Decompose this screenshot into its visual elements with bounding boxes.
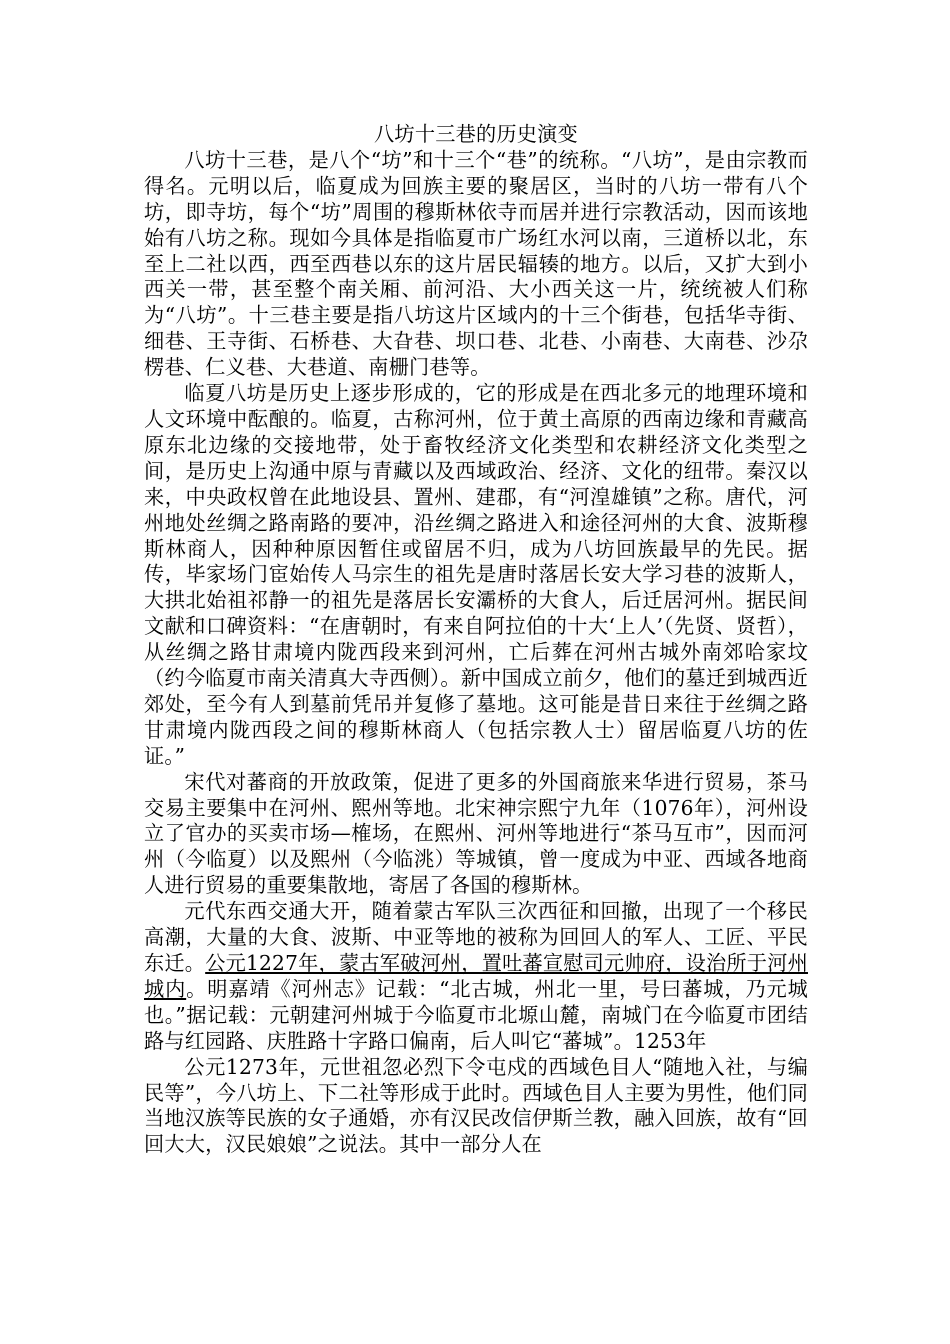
paragraph-2: 临夏八坊是历史上逐步形成的，它的形成是在西北多元的地理环境和人文环境中酝酿的。临夏，古称河州，位于黄土高原的西南边缘和青藏高原东北边缘的交接地带，处于畜牧经济文化类型和农耕经济文化类型之间，是历史上沟通中原与青藏以及西域政治、经济、文化的纽带。秦汉以来，中央政权曾在此地设县、置州、建郡，有“河湟雄镇”之称。唐代，河州地处丝绸之路南路的要冲，沿丝绸之路进入和途径河州的大食、波斯穆斯林商人，因种种原因暂住或留居不归，成为八坊回族最早的先民。据传，毕家场门宦始传人马宗生的祖先是唐时落居长安大学习巷的波斯人，大拱北始祖祁静一的祖先是落居长安灞桥的大食人，后迁居河州。据民间文献和口碑资料：“在唐朝时，有来自阿拉伯的十大‘上人’（先贤、贤哲），从丝绸之路甘肃境内陇西段来到河州，亡后葬在河州古城外南郊哈家坟（约今临夏市南关清真大寺西侧）。新中国成立前夕，他们的墓迁到城西近郊处，至今有人到墓前凭吊并复修了墓地。这可能是昔日来往于丝绸之路甘肃境内陇西段之间的穆斯林商人（包括宗教人士）留居临夏八坊的佐证。”: [144, 381, 808, 768]
paragraph-4-text-b: 。明嘉靖《河州志》记载：“北古城，州北一里，号曰蕃城，乃元城也。”据记载：元朝建河州城于今临夏市北塬山麓，南城门在今临夏市团结路与红园路、庆胜路十字路口偏南，后人叫它“蕃城”。1253年: [144, 976, 809, 1053]
paragraph-4-text-a: 元代东西交通大开，随着蒙古军队三次西征和回撤，出现了一个移民高潮，大量的大食、波斯、中亚等地的被称为回回人的军人、工匠、平民东迁。: [144, 899, 808, 975]
document-title: 八坊十三巷的历史演变: [374, 122, 578, 146]
paragraph-5: 公元1273年，元世祖忽必烈下令屯戍的西域色目人“随地入社，与编民等”，今八坊上、下二社等形成于此时。西域色目人主要为男性，他们同当地汉族等民族的女子通婚，亦有汉民改信伊斯兰教，融入回族，故有“回回大大，汉民娘娘”之说法。其中一部分人在: [144, 1054, 808, 1157]
document-body: [144, 122, 808, 1158]
paragraph-3: 宋代对蕃商的开放政策，促进了更多的外国商旅来华进行贸易，茶马交易主要集中在河州、熙州等地。北宋神宗熙宁九年（1076年），河州设立了官办的买卖市场—榷场，在熙州、河州等地进行“茶马互市”，因而河州（今临夏）以及熙州（今临洮）等城镇，曾一度成为中亚、西域各地商人进行贸易的重要集散地，寄居了各国的穆斯林。: [144, 769, 808, 898]
paragraph-4-underlined-text: 公元1227年，蒙古军破河州，置吐蕃宣慰司元帅府，设治所于河州城内: [144, 951, 808, 1001]
paragraph-4: [144, 899, 808, 1054]
paragraph-1: 八坊十三巷，是八个“坊”和十三个“巷”的统称。“八坊”，是由宗教而得名。元明以后，临夏成为回族主要的聚居区，当时的八坊一带有八个坊，即寺坊，每个“坊”周围的穆斯林依寺而居并进行宗教活动，因而该地始有八坊之称。现如今具体是指临夏市广场红水河以南，三道桥以北，东至上二社以西，西至西巷以东的这片居民辐辏的地方。以后，又扩大到小西关一带，甚至整个南关厢、前河沿、大小西关这一片，统统被人们称为“八坊”。十三巷主要是指八坊这片区域内的十三个街巷，包括华寺街、细巷、王寺街、石桥巷、大旮巷、坝口巷、北巷、小南巷、大南巷、沙尕楞巷、仁义巷、大巷道、南栅门巷等。: [144, 147, 808, 380]
